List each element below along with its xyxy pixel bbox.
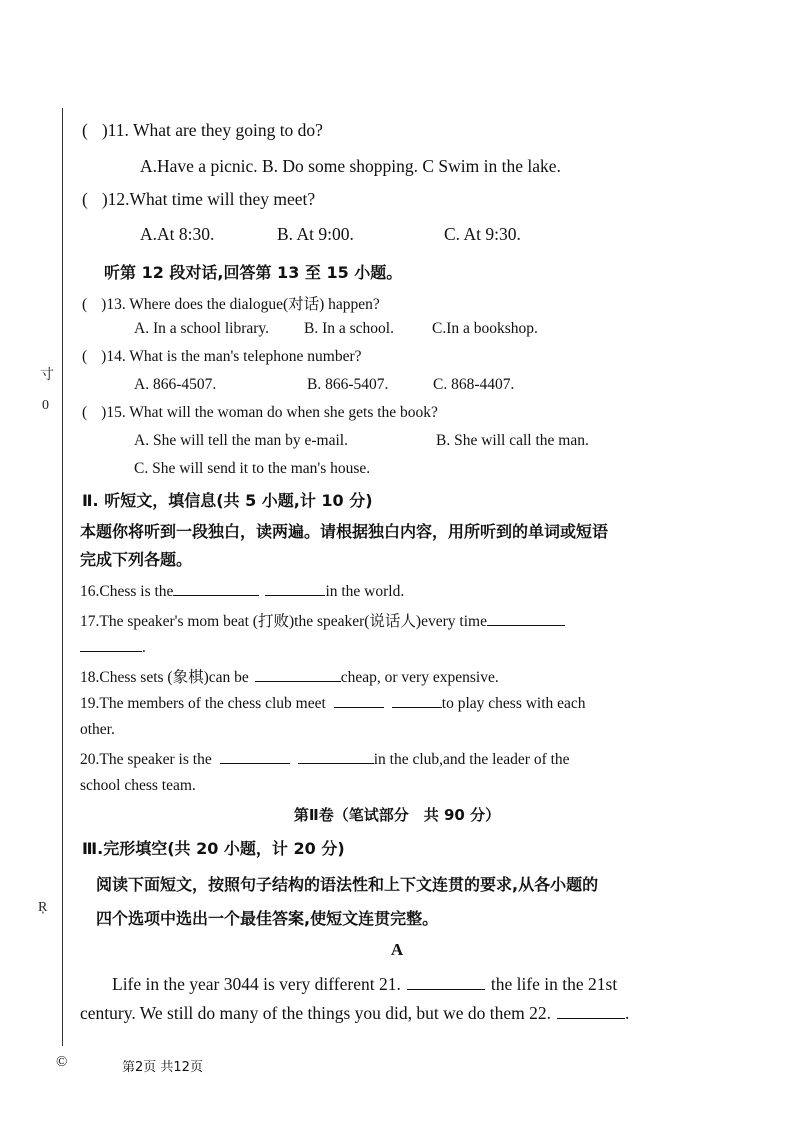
answer-blank[interactable]: [557, 1004, 625, 1019]
question-14-option-b: B. 866-5407.: [307, 376, 389, 393]
side-mark: 寸: [40, 368, 54, 383]
question-15-option-c: C. She will send it to the man's house.: [134, 460, 371, 477]
answer-blank[interactable]: [487, 611, 565, 626]
page-number: 第2页 共12页: [122, 1060, 203, 1075]
answer-blank[interactable]: [392, 693, 442, 708]
answer-blank[interactable]: [334, 693, 384, 708]
question-19: 19.The members of the chess club meet to play chess with each: [80, 695, 586, 712]
copyright-icon: ©: [56, 1054, 68, 1070]
binding-margin-line: [62, 108, 63, 1046]
question-20-cont: school chess team.: [80, 777, 196, 794]
answer-blank[interactable]: [173, 581, 259, 596]
question-12-option-b: B. At 9:00.: [277, 224, 354, 244]
answer-blank[interactable]: [220, 749, 290, 764]
question-15-option-b: B. She will call the man.: [436, 432, 589, 449]
question-12-option-c: C. At 9:30.: [444, 224, 521, 244]
part-2-heading: Ⅱ. 听短文，填信息(共 5 小题,计 10 分): [82, 491, 373, 510]
question-13: ( )13. Where does the dialogue(对话) happen?: [82, 296, 380, 313]
question-14-option-a: A. 866-4507.: [134, 376, 217, 393]
question-15-option-a: A. She will tell the man by e-mail.: [134, 432, 348, 449]
question-17-cont: .: [80, 637, 146, 657]
question-17: 17.The speaker's mom beat (打败)the speaker(说话人)every time: [80, 609, 565, 631]
question-15: ( )15. What will the woman do when she gets the book?: [82, 404, 438, 421]
passage-line: century. We still do many of the things you did, but we do them 22. .: [80, 1003, 630, 1023]
side-mark: 0: [42, 398, 49, 413]
answer-blank[interactable]: [255, 667, 341, 682]
part-3-heading: Ⅲ.完形填空(共 20 小题，计 20 分): [82, 839, 345, 858]
question-18: 18.Chess sets (象棋)can be cheap, or very expensive.: [80, 669, 499, 686]
answer-blank[interactable]: [298, 749, 374, 764]
question-12: ( )12.What time will they meet?: [82, 189, 316, 209]
section-header: 听第 12 段对话,回答第 13 至 15 小题。: [104, 263, 403, 282]
question-11: ( )11. What are they going to do?: [82, 120, 323, 140]
answer-blank[interactable]: [265, 581, 325, 596]
side-mark: Ŗ: [38, 900, 48, 915]
question-11-options: A.Have a picnic. B. Do some shopping. C Swim in the lake.: [140, 156, 561, 176]
question-16: 16.Chess is the in the world.: [80, 583, 405, 600]
question-13-option-a: A. In a school library.: [134, 320, 270, 337]
answer-blank[interactable]: [407, 975, 485, 990]
part-3-instructions: 阅读下面短文，按照句子结构的语法性和上下文连贯的要求,从各小题的: [96, 875, 599, 894]
question-12-option-a: A.At 8:30.: [140, 224, 215, 244]
passage-line: Life in the year 3044 is very different 21. the life in the 21st: [112, 974, 618, 994]
volume-2-title: 第Ⅱ卷（笔试部分 共 90 分）: [293, 806, 501, 824]
answer-blank[interactable]: [80, 637, 142, 652]
part-3-instructions-cont: 四个选项中选出一个最佳答案,使短文连贯完整。: [96, 909, 439, 928]
question-13-option-b: B. In a school.: [304, 320, 394, 337]
question-20: 20.The speaker is the in the club,and the leader of the: [80, 751, 570, 768]
part-2-instructions-cont: 完成下列各题。: [80, 550, 193, 569]
question-14: ( )14. What is the man's telephone number?: [82, 348, 362, 365]
question-13-option-c: C.In a bookshop.: [432, 320, 538, 337]
passage-label: A: [390, 940, 404, 959]
question-14-option-c: C. 868-4407.: [433, 376, 515, 393]
question-19-cont: other.: [80, 721, 115, 738]
part-2-instructions: 本题你将听到一段独白，读两遍。请根据独白内容，用所听到的单词或短语: [80, 522, 609, 541]
